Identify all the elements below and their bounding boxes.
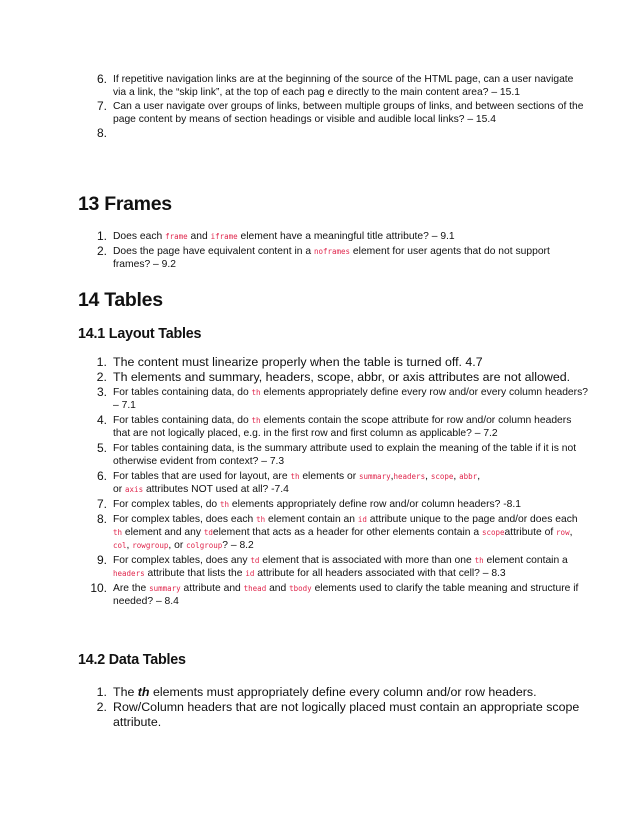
list-item [0,582,638,608]
list-item [0,73,638,99]
code-headers: headers [393,472,426,481]
item-text: elements appropriately define every row and/or every column headers? – 7.1 [113,387,588,411]
section-heading-tables: 14 Tables [78,289,163,311]
item-text: If repetitive navigation links are at the beginning of the source of the HTML page, can a user navigate via a link, the “skip link”, at the top of each pag e directly to the main content area? – 15.1 [113,74,574,98]
emphasized-th: th [137,685,150,699]
list-item [0,370,638,385]
item-text: and [266,583,290,594]
list-item [0,386,638,412]
item-text: For complex tables, does each [113,514,257,525]
code-id: id [245,569,255,578]
item-text: For complex tables, do [113,499,221,510]
code-scope: scope [430,472,454,481]
subsection-heading-data-tables: 14.2 Data Tables [78,652,186,668]
item-text: ? – 8.2 [222,540,254,551]
code-summary: summary [149,584,181,593]
item-text: element contain a [483,555,568,566]
section-heading-frames: 13 Frames [78,193,172,215]
item-text: element that is associated with more than one [259,555,475,566]
item-text: , [569,527,573,538]
item-text: elements appropriately define row and/or column headers? -8.1 [229,499,521,510]
code-id: id [357,515,367,524]
code-noframes: noframes [313,247,351,256]
code-scope: scope [481,528,505,537]
item-number: 8. [96,512,107,526]
code-rowgroup: rowgroup [132,541,169,550]
item-number: 9. [96,553,107,567]
item-text: attribute that lists the [144,568,246,579]
list-item [0,355,638,370]
item-text: For tables containing data, do [113,387,252,398]
code-th: th [251,416,261,425]
code-thead: thead [243,584,267,593]
code-th: th [290,472,300,481]
item-text: and [187,231,211,242]
code-th: th [256,515,266,524]
code-tbody: tbody [289,584,312,593]
item-text: , [477,471,481,482]
code-headers: headers [113,569,145,578]
item-text: elements or [299,471,359,482]
list-item [0,245,638,271]
item-text: attribute of [504,527,557,538]
item-text: attribute and [180,583,244,594]
code-th: th [220,500,230,509]
item-text: Does each [113,231,166,242]
item-text: element contain an [265,514,358,525]
code-abbr: abbr [459,472,478,481]
item-number: 3. [96,385,107,399]
item-text: element and any [122,527,204,538]
item-number: 10. [90,581,107,595]
list-item [0,470,638,496]
item-number: 7. [96,99,107,113]
item-text: For complex tables, does any [113,555,251,566]
item-number: 5. [96,441,107,455]
code-colgroup: colgroup [186,541,223,550]
list-item [0,685,638,700]
navigation-checklist [0,72,638,140]
code-th: th [251,388,261,397]
item-text: , [425,471,431,482]
item-text: elements used to clarify the table meaning and structure if needed? – 8.4 [113,583,579,607]
list-item [0,414,638,440]
list-item [0,700,638,730]
item-text: , or [168,540,187,551]
item-number: 1. [96,685,107,699]
data-tables-checklist [0,685,638,730]
item-number: 2. [96,700,107,714]
layout-tables-checklist [0,355,638,608]
list-item [0,513,638,552]
item-text: , [453,471,460,482]
item-text: For tables containing data, do [113,415,252,426]
item-text: The content must linearize properly when the table is turned off. 4.7 [113,355,483,369]
list-item [0,230,638,243]
code-th: th [113,528,123,537]
item-text: For tables containing data, is the summary attribute used to explain the meaning of the table if it is not otherwise evident from context? – 7.3 [113,443,577,467]
list-item [0,442,638,468]
code-col: col [113,541,127,550]
list-item [0,554,638,580]
item-text: element for user agents that do not support frames? – 9.2 [113,246,550,270]
item-text: Are the [113,583,150,594]
item-text: attribute unique to the page and/or does each [366,514,578,525]
code-row: row [556,528,570,537]
item-text: element that acts as a header for other elements contain a [212,527,482,538]
item-text: attributes NOT used at all? -7.4 [143,484,289,495]
list-item [0,498,638,511]
item-text: For tables that are used for layout, are [113,471,291,482]
item-text: Row/Column headers that are not logically placed must contain an appropriate scope attribute. [113,700,580,729]
item-text: Can a user navigate over groups of links, between multiple groups of links, and between sections of the page content by means of section headings or visible and audible local links? – 15.4 [113,101,584,125]
item-text: elements must appropriately define every column and/or row headers. [149,685,537,699]
item-number: 1. [96,355,107,369]
code-iframe: iframe [210,232,238,241]
code-td: td [203,528,213,537]
code-frame: frame [165,232,188,241]
item-text: , [390,471,394,482]
item-number: 7. [96,497,107,511]
code-summary: summary [359,472,391,481]
item-text: Does the page have equivalent content in a [113,246,314,257]
item-number: 2. [96,244,107,258]
code-th: th [474,556,484,565]
frames-checklist [0,230,638,271]
item-text: element have a meaningful title attribute? – 9.1 [240,231,455,242]
item-number: 6. [96,469,107,483]
item-number: 2. [96,370,107,384]
item-number: 8. [96,126,107,140]
subsection-heading-layout-tables: 14.1 Layout Tables [78,326,202,342]
item-text: , [126,540,133,551]
code-td: td [250,556,260,565]
code-axis: axis [125,485,144,494]
item-text: attribute for all headers associated with that cell? – 8.3 [254,568,506,579]
item-number: 6. [96,72,107,86]
item-text: Th elements and summary, headers, scope, abbr, or axis attributes are not allowed. [113,370,571,384]
list-item [0,100,638,126]
item-number: 1. [96,229,107,243]
item-number: 4. [96,413,107,427]
item-text: or [113,484,126,495]
item-text: elements contain the scope attribute for row and/or column headers that are not logically placed, e.g. in the first row and first column as applicable? – 7.2 [113,415,572,439]
item-text: The [113,685,138,699]
